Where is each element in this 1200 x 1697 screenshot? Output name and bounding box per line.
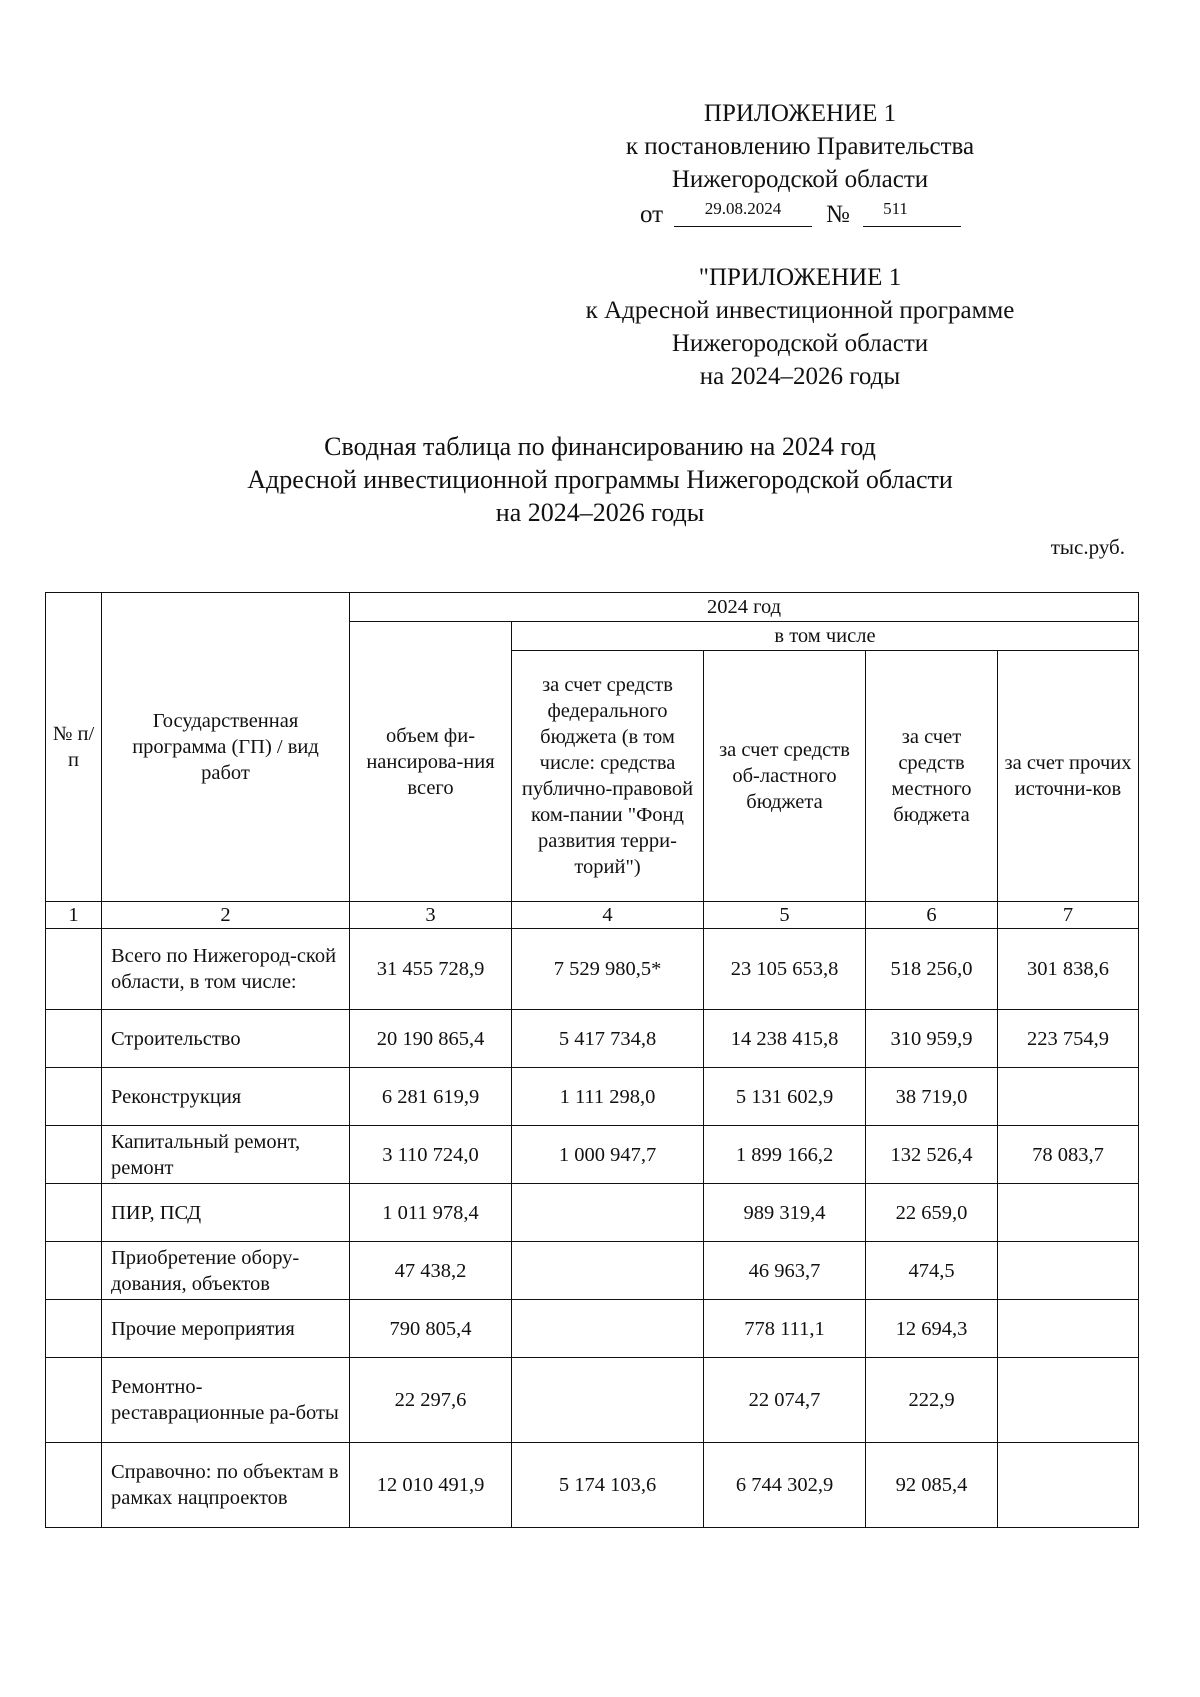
cell-other: 301 838,6 [998, 929, 1139, 1010]
header-including: в том числе [512, 622, 1139, 651]
col-number: 3 [350, 902, 512, 929]
cell-regional: 989 319,4 [704, 1184, 866, 1242]
header-year: 2024 год [350, 593, 1139, 622]
cell-federal: 1 111 298,0 [512, 1068, 704, 1126]
col-number: 7 [998, 902, 1139, 929]
row-name: Приобретение обору-дования, объектов [102, 1242, 350, 1300]
cell-total: 31 455 728,9 [350, 929, 512, 1010]
cell-total: 790 805,4 [350, 1300, 512, 1358]
appendix-line-resolution: к постановлению Правительства [625, 133, 975, 160]
table-row [46, 1068, 1139, 1126]
cell-total: 1 011 978,4 [350, 1184, 512, 1242]
program-appendix-header [520, 261, 1080, 393]
title-line-1: Сводная таблица по финансированию на 2024 год [324, 432, 876, 461]
cell-total: 6 281 619,9 [350, 1068, 512, 1126]
header-total: объем фи-нансирова-ния всего [350, 622, 512, 902]
cell-regional: 23 105 653,8 [704, 929, 866, 1010]
cell-total: 47 438,2 [350, 1242, 512, 1300]
program-appendix-line3: Нижегородской области [671, 330, 929, 357]
cell-regional: 6 744 302,9 [704, 1443, 866, 1528]
cell-regional: 5 131 602,9 [704, 1068, 866, 1126]
header-row-year [46, 593, 1139, 622]
cell-total: 20 190 865,4 [350, 1010, 512, 1068]
col-number: 4 [512, 902, 704, 929]
number-label: № [826, 201, 850, 228]
appendix-line-region: Нижегородской области [671, 166, 929, 193]
cell-regional: 778 111,1 [704, 1300, 866, 1358]
cell-other [998, 1358, 1139, 1443]
title-line-3: на 2024–2026 годы [495, 498, 705, 527]
cell-other [998, 1443, 1139, 1528]
cell-total: 12 010 491,9 [350, 1443, 512, 1528]
cell-other: 223 754,9 [998, 1010, 1139, 1068]
header-other: за счет прочих источни-ков [998, 651, 1139, 902]
table-row [46, 1010, 1139, 1068]
resolution-date: 29.08.2024 [704, 199, 782, 218]
cell-federal: 5 174 103,6 [512, 1443, 704, 1528]
table-row [46, 1300, 1139, 1358]
date-number-line [520, 196, 1080, 232]
cell-regional: 1 899 166,2 [704, 1126, 866, 1184]
cell-federal: 1 000 947,7 [512, 1126, 704, 1184]
header-regional: за счет средств об-ластного бюджета [704, 651, 866, 902]
program-appendix-title: "ПРИЛОЖЕНИЕ 1 [698, 264, 902, 291]
title-line-2: Адресной инвестиционной программы Нижегородской области [247, 465, 953, 494]
row-number [46, 1358, 102, 1443]
table-row [46, 1184, 1139, 1242]
col-number: 6 [866, 902, 998, 929]
cell-federal [512, 1184, 704, 1242]
row-name: Строительство [102, 1010, 350, 1068]
table-row [46, 1126, 1139, 1184]
cell-other [998, 1242, 1139, 1300]
cell-regional: 46 963,7 [704, 1242, 866, 1300]
cell-federal: 5 417 734,8 [512, 1010, 704, 1068]
row-name: Ремонтно-реставрационные ра-боты [102, 1358, 350, 1443]
cell-federal: 7 529 980,5* [512, 929, 704, 1010]
number-underline [863, 226, 961, 227]
col-number: 1 [46, 902, 102, 929]
resolution-number: 511 [883, 199, 908, 218]
cell-local: 222,9 [866, 1358, 998, 1443]
row-name: Капитальный ремонт, ремонт [102, 1126, 350, 1184]
resolution-appendix-header [520, 97, 1080, 232]
cell-total: 3 110 724,0 [350, 1126, 512, 1184]
cell-local: 474,5 [866, 1242, 998, 1300]
table-row [46, 1358, 1139, 1443]
program-appendix-line4: на 2024–2026 годы [699, 363, 901, 390]
row-name: Прочие мероприятия [102, 1300, 350, 1358]
row-number [46, 1010, 102, 1068]
row-number [46, 1300, 102, 1358]
row-name: Справочно: по объектам в рамках нацпроектов [102, 1443, 350, 1528]
cell-local: 92 085,4 [866, 1443, 998, 1528]
row-number [46, 1242, 102, 1300]
cell-other [998, 1300, 1139, 1358]
header-local: за счет средств местного бюджета [866, 651, 998, 902]
cell-other [998, 1068, 1139, 1126]
row-name: Реконструкция [102, 1068, 350, 1126]
row-number [46, 1068, 102, 1126]
row-number [46, 929, 102, 1010]
cell-other [998, 1184, 1139, 1242]
cell-federal [512, 1358, 704, 1443]
table-row [46, 1443, 1139, 1528]
cell-local: 310 959,9 [866, 1010, 998, 1068]
financing-table [45, 592, 1139, 1528]
cell-local: 12 694,3 [866, 1300, 998, 1358]
row-number [46, 1443, 102, 1528]
cell-other: 78 083,7 [998, 1126, 1139, 1184]
row-number [46, 1184, 102, 1242]
appendix-title: ПРИЛОЖЕНИЕ 1 [703, 100, 897, 127]
row-number [46, 1126, 102, 1184]
table-row [46, 929, 1139, 1010]
units-label: тыс.руб. [1050, 535, 1125, 559]
header-program: Государственная программа (ГП) / вид работ [102, 593, 350, 902]
cell-local: 518 256,0 [866, 929, 998, 1010]
cell-total: 22 297,6 [350, 1358, 512, 1443]
cell-regional: 22 074,7 [704, 1358, 866, 1443]
cell-federal [512, 1300, 704, 1358]
col-number: 5 [704, 902, 866, 929]
document-title [180, 430, 1020, 529]
program-appendix-line2: к Адресной инвестиционной программе [585, 297, 1015, 324]
table-row [46, 1242, 1139, 1300]
cell-local: 22 659,0 [866, 1184, 998, 1242]
header-num: № п/п [46, 593, 102, 902]
row-name: Всего по Нижегород-ской области, в том числе: [102, 929, 350, 1010]
cell-local: 38 719,0 [866, 1068, 998, 1126]
col-number: 2 [102, 902, 350, 929]
header-federal: за счет средств федерального бюджета (в том числе: средства публично-правовой ком-пании "Фонд развития терри-торий") [512, 651, 704, 902]
row-name: ПИР, ПСД [102, 1184, 350, 1242]
date-label: от [640, 201, 664, 228]
cell-local: 132 526,4 [866, 1126, 998, 1184]
cell-federal [512, 1242, 704, 1300]
cell-regional: 14 238 415,8 [704, 1010, 866, 1068]
column-number-row [46, 902, 1139, 929]
date-underline [674, 226, 812, 227]
